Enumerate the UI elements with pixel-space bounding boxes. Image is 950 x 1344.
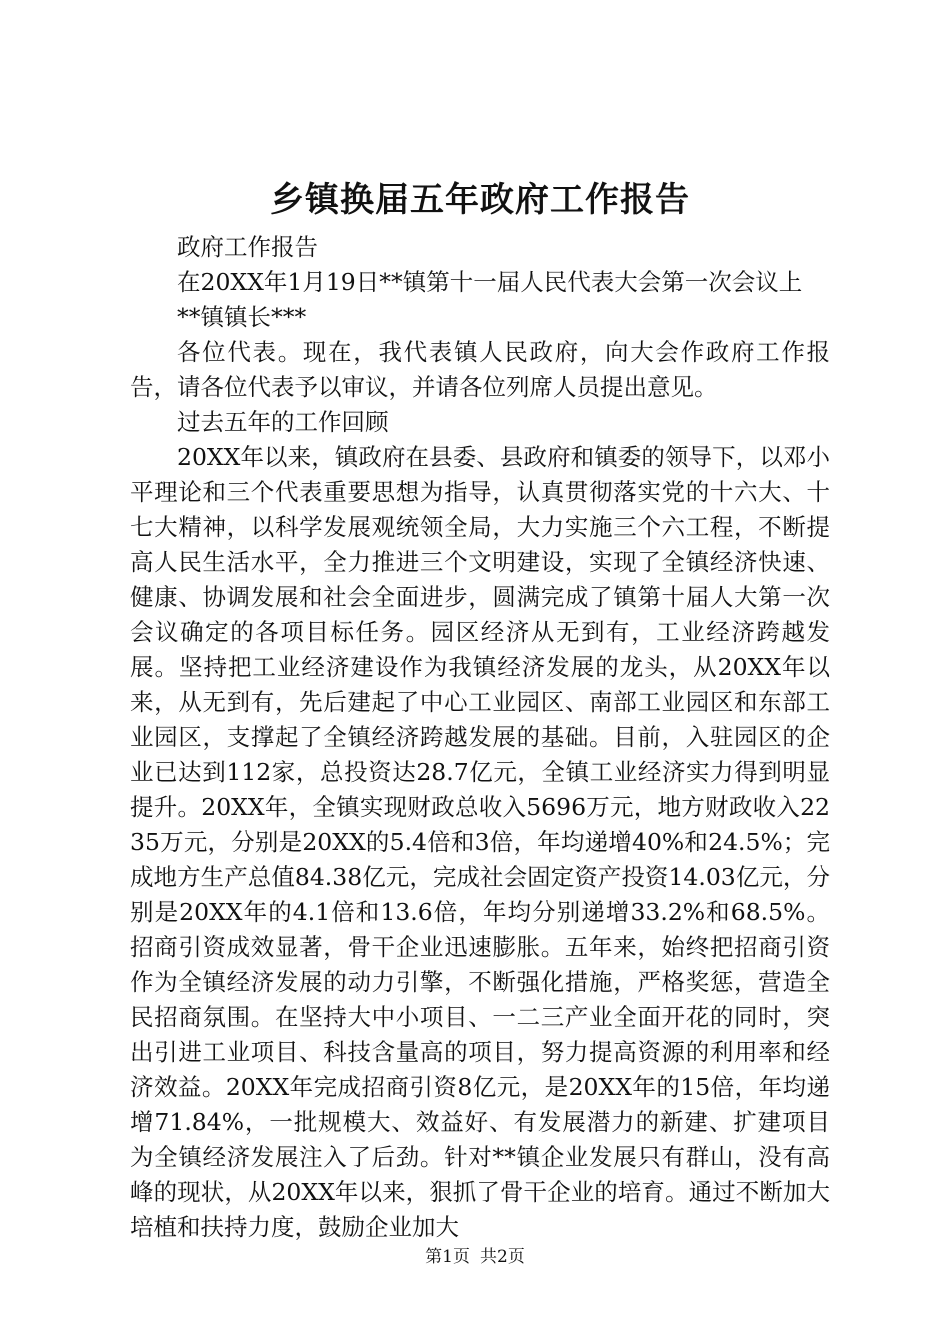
document-title: 乡镇换届五年政府工作报告 [270,180,690,220]
meeting-paragraph: 在20XX年1月19日**镇第十一届人民代表大会第一次会议上 [177,268,803,296]
page-number: 第1页 [425,1247,470,1267]
page-total: 共2页 [480,1247,525,1267]
speaker-paragraph: **镇镇长*** [177,303,307,331]
greeting-paragraph: 各位代表。现在，我代表镇人民政府，向大会作政府工作报告，请各位代表予以审议，并请各位列席人员提出意见。 [130,338,830,401]
page-footer [0,1242,950,1267]
document-page [130,170,830,1245]
section-heading: 过去五年的工作回顾 [177,408,389,436]
subtitle-paragraph: 政府工作报告 [177,233,318,261]
body-paragraph: 20XX年以来，镇政府在县委、县政府和镇委的领导下，以邓小平理论和三个代表重要思想为指导，认真贯彻落实党的十六大、十七大精神，以科学发展观统领全局，大力实施三个六工程，不断提高人民生活水平，全力推进三个文明建设，实现了全镇经济快速、健康、协调发展和社会全面进步，圆满完成了镇第十届人大第一次会议确定的各项目标任务。园区经济从无到有，工业经济跨越发展。坚持把工业经济建设作为我镇经济发展的龙头，从20XX年以来，从无到有，先后建起了中心工业园区、南部工业园区和东部工业园区，支撑起了全镇经济跨越发展的基础。目前，入驻园区的企业已达到112家，总投资达28.7亿元，全镇工业经济实力得到明显提升。20XX年，全镇实现财政总收入5696万元，地方财政收入2235万元，分别是20XX的5.4倍和3倍，年均递增40%和24.5%；完成地方生产总值84.38亿元，完成社会固定资产投资14.03亿元，分别是20XX年的4.1倍和13.6倍，年均分别递增33.2%和68.5%。招商引资成效显著，骨干企业迅速膨胀。五年来，始终把招商引资作为全镇经济发展的动力引擎，不断强化措施，严格奖惩，营造全民招商氛围。在坚持大中小项目、一二三产业全面开花的同时，突出引进工业项目、科技含量高的项目，努力提高资源的利用率和经济效益。20XX年完成招商引资8亿元，是20XX年的15倍，年均递增71.84%，一批规模大、效益好、有发展潜力的新建、扩建项目为全镇经济发展注入了后劲。针对**镇企业发展只有群山，没有高峰的现状，从20XX年以来，狠抓了骨干企业的培育。通过不断加大培植和扶持力度，鼓励企业加大 [130,443,830,1241]
